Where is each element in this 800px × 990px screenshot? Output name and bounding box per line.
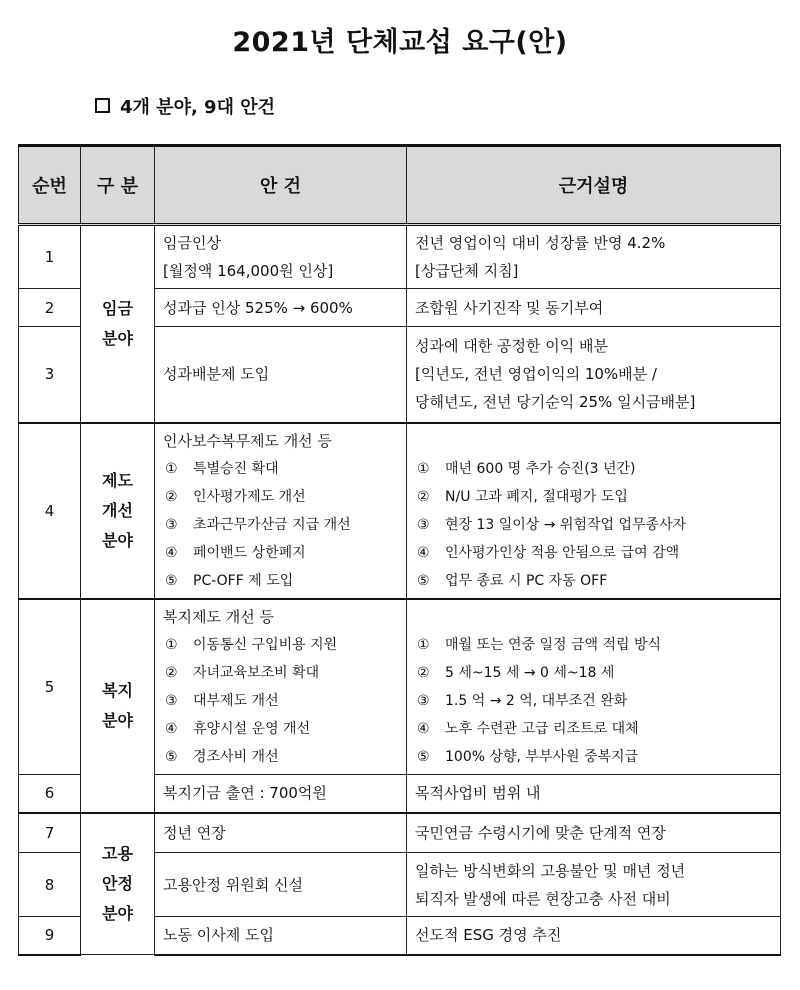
- row-number: 2: [19, 289, 81, 327]
- table-row: [19, 423, 781, 599]
- header-category: 구 분: [81, 146, 155, 225]
- table-row: [19, 225, 781, 289]
- reason-cell: 목적사업비 범위 내: [407, 775, 781, 813]
- agenda-cell: 노동 이사제 도입: [155, 917, 407, 955]
- header-agenda: 안 건: [155, 146, 407, 225]
- reason-cell: 성과에 대한 공정한 이익 배분 [익년도, 전년 영업이익의 10%배분 / 당해년도, 전년 당기순익 25% 일시금배분]: [407, 327, 781, 423]
- checkbox-square-icon: [95, 98, 110, 113]
- agenda-cell: 인사보수복무제도 개선 등 ① 특별승진 확대 ② 인사평가제도 개선 ③ 초과근무가산금 지급 개선 ④ 페이밴드 상한폐지 ⑤ PC-OFF 제 도입: [155, 423, 407, 599]
- agenda-cell: 복지제도 개선 등 ① 이동통신 구입비용 지원 ② 자녀교육보조비 확대 ③ 대부제도 개선 ④ 휴양시설 운영 개선 ⑤ 경조사비 개선: [155, 599, 407, 775]
- agenda-cell: 성과배분제 도입: [155, 327, 407, 423]
- agenda-cell: 정년 연장: [155, 813, 407, 853]
- section-heading-text: 4개 분야, 9대 안건: [120, 97, 276, 118]
- header-row: [19, 146, 781, 225]
- row-number: 6: [19, 775, 81, 813]
- row-number: 5: [19, 599, 81, 775]
- section-heading: [95, 93, 275, 119]
- category-system: 제도 개선 분야: [81, 423, 155, 599]
- table-row: [19, 599, 781, 775]
- reason-cell: 일하는 방식변화의 고용불안 및 매년 정년 퇴직자 발생에 따른 현장고충 사전 대비: [407, 853, 781, 917]
- reason-cell: 조합원 사기진작 및 동기부여: [407, 289, 781, 327]
- category-welfare: 복지 분야: [81, 599, 155, 813]
- row-number: 9: [19, 917, 81, 955]
- row-number: 7: [19, 813, 81, 853]
- row-number: 4: [19, 423, 81, 599]
- table-row: [19, 813, 781, 853]
- page-title: 2021년 단체교섭 요구(안): [232, 27, 568, 58]
- row-number: 8: [19, 853, 81, 917]
- category-wage: 임금 분야: [81, 225, 155, 423]
- reason-cell: ① 매년 600 명 추가 승진(3 년간) ② N/U 고과 폐지, 절대평가 도입 ③ 현장 13 일이상 → 위험작업 업무종사자 ④ 인사평가인상 적용 안됨으로 급여 감액 ⑤ 업무 종료 시 PC 자동 OFF: [407, 423, 781, 599]
- agenda-cell: 임금인상 [월정액 164,000원 인상]: [155, 225, 407, 289]
- reason-cell: 선도적 ESG 경영 추진: [407, 917, 781, 955]
- row-number: 1: [19, 225, 81, 289]
- header-reason: 근거설명: [407, 146, 781, 225]
- header-no: 순번: [19, 146, 81, 225]
- reason-cell: ① 매월 또는 연중 일정 금액 적립 방식 ② 5 세~15 세 → 0 세~18 세 ③ 1.5 억 → 2 억, 대부조건 완화 ④ 노후 수련관 고급 리조트로 대체 ⑤ 100% 상향, 부부사원 중복지급: [407, 599, 781, 775]
- agenda-cell: 고용안정 위원회 신설: [155, 853, 407, 917]
- bargaining-table: [18, 144, 781, 956]
- agenda-cell: 성과급 인상 525% → 600%: [155, 289, 407, 327]
- row-number: 3: [19, 327, 81, 423]
- reason-cell: 국민연금 수령시기에 맞춘 단계적 연장: [407, 813, 781, 853]
- category-employment: 고용 안정 분야: [81, 813, 155, 955]
- agenda-cell: 복지기금 출연 : 700억원: [155, 775, 407, 813]
- reason-cell: 전년 영업이익 대비 성장률 반영 4.2% [상급단체 지침]: [407, 225, 781, 289]
